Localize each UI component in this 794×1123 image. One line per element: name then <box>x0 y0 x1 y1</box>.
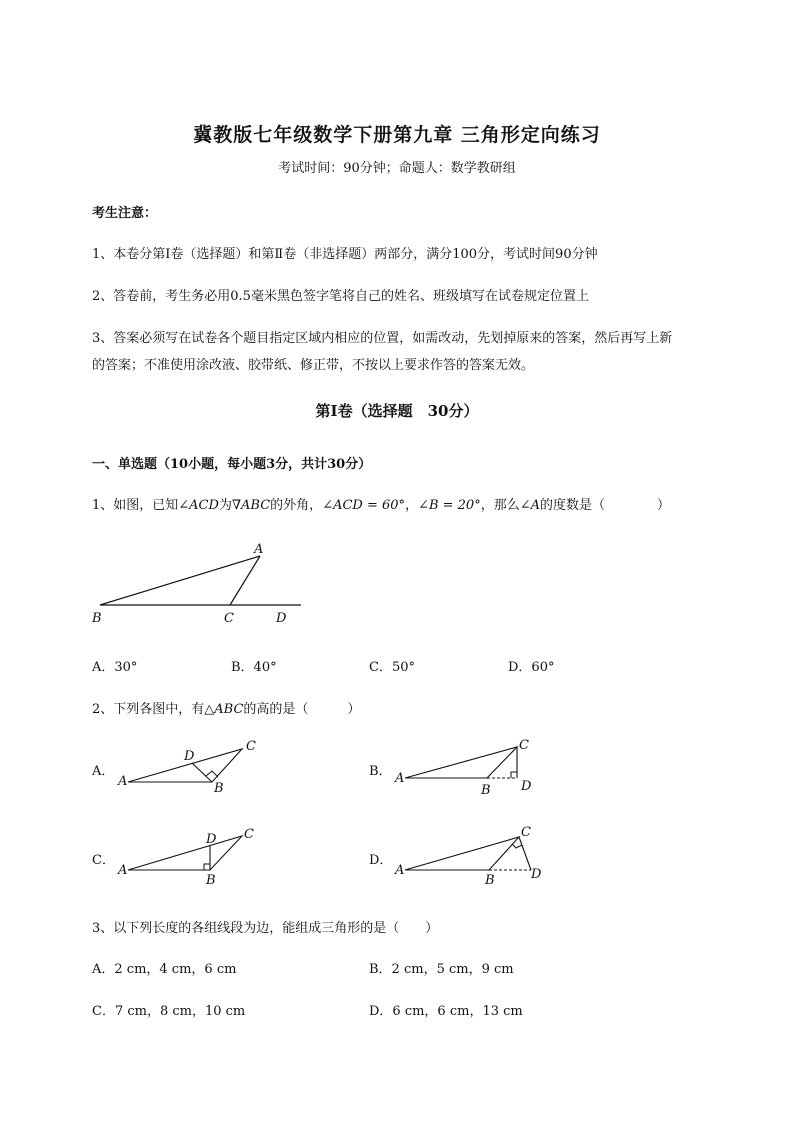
page-title: 冀教版七年级数学下册第九章 三角形定向练习 <box>193 124 601 146</box>
q2-option-a-label[interactable]: A． <box>92 764 115 779</box>
label-a: A <box>118 863 128 878</box>
question-1-figure <box>88 538 308 630</box>
q1-option-c[interactable]: C．50° <box>369 660 415 675</box>
notice-item-2: 2、答卷前，考生务必用0.5毫米黑色签字笔将自己的姓名、班级填写在试卷规定位置上 <box>92 289 589 304</box>
altitude-bd <box>192 763 212 782</box>
q3-option-a[interactable]: A．2 cm，4 cm，6 cm <box>92 962 237 977</box>
label-c: C <box>246 739 256 754</box>
question-1-stem <box>92 494 670 513</box>
q3-option-d[interactable]: D．6 cm，6 cm，13 cm <box>369 1004 523 1019</box>
q1-text: ， <box>405 498 419 513</box>
q2-math: △ABC <box>204 702 244 717</box>
notice-item-1: 1、本卷分第I卷（选择题）和第Ⅱ卷（非选择题）两部分，满分100分，考试时间90分钟 <box>92 247 598 262</box>
section-title: 第I卷（选择题 30分） <box>315 402 479 420</box>
q1-math: ∠ACD <box>178 498 219 513</box>
right-angle-mark <box>512 844 522 848</box>
label-b: B <box>214 781 224 796</box>
triangle-abc <box>405 837 519 870</box>
notice-item-3: 3、答案必须写在试卷各个题目指定区域内相应的位置，如需改动，先划掉原来的答案，然后再写上新 <box>92 331 673 346</box>
q1-text: 1、如图，已知 <box>92 498 179 513</box>
q1-text: 为 <box>218 498 232 513</box>
label-c: C <box>521 825 531 840</box>
q2-option-c-label[interactable]: C． <box>92 853 115 868</box>
label-d: D <box>184 749 195 764</box>
label-b: B <box>481 783 491 798</box>
q1-text: ，那么 <box>480 498 520 513</box>
q2-option-b-figure[interactable] <box>391 732 551 798</box>
q3-option-b[interactable]: B．2 cm，5 cm，9 cm <box>369 962 514 977</box>
notice-heading: 考生注意： <box>92 206 158 221</box>
q2-option-a-figure[interactable] <box>114 736 264 798</box>
q2-option-d-label[interactable]: D． <box>369 853 393 868</box>
label-d: D <box>521 779 532 794</box>
label-c: C <box>224 611 234 626</box>
triangle-abc <box>128 836 242 870</box>
q2-option-c-figure[interactable] <box>114 822 264 890</box>
label-b: B <box>92 611 102 626</box>
q1-math: ∠ACD = 60° <box>322 498 406 513</box>
label-d: D <box>531 867 542 882</box>
q3-option-c[interactable]: C．7 cm，8 cm，10 cm <box>92 1004 246 1019</box>
q2-text: 2、下列各图中，有 <box>92 702 205 717</box>
q1-option-b[interactable]: B．40° <box>231 660 277 675</box>
q1-option-a[interactable]: A．30° <box>92 660 138 675</box>
question-2-stem <box>92 698 360 717</box>
label-c: C <box>244 827 254 842</box>
label-b: B <box>206 873 216 888</box>
label-d: D <box>206 832 217 847</box>
segment-cd <box>519 837 531 870</box>
label-a: A <box>118 774 128 789</box>
q2-text: 的高的是（ ） <box>243 702 361 717</box>
right-angle-mark <box>511 772 517 778</box>
label-a: A <box>254 542 264 557</box>
q1-text: 的外角， <box>270 498 323 513</box>
notice-item-3-cont: 的答案；不准使用涂改液、胶带纸、修正带，不按以上要求作答的答案无效。 <box>92 358 535 373</box>
label-c: C <box>519 738 529 753</box>
q1-text: 的度数是（ ） <box>540 498 671 513</box>
label-b: B <box>485 873 495 888</box>
label-a: A <box>395 863 405 878</box>
q2-option-d-figure[interactable] <box>391 822 551 890</box>
triangle-abc <box>405 747 517 778</box>
right-angle-mark <box>206 771 218 777</box>
label-d: D <box>276 611 287 626</box>
q1-option-d[interactable]: D．60° <box>508 660 555 675</box>
question-3-stem: 3、以下列长度的各组线段为边，能组成三角形的是（ ） <box>92 921 439 936</box>
label-a: A <box>395 771 405 786</box>
exam-info: 考试时间：90分钟；命题人：数学教研组 <box>278 161 516 176</box>
right-angle-mark <box>204 864 210 870</box>
q1-math: ∠B = 20° <box>418 498 481 513</box>
side-ba <box>100 556 260 605</box>
q2-option-b-label[interactable]: B． <box>369 764 392 779</box>
q1-math: ∠A <box>519 498 541 513</box>
part-heading: 一、单选题（10小题，每小题3分，共计30分） <box>92 457 372 472</box>
q1-math: ∇ABC <box>231 498 271 513</box>
